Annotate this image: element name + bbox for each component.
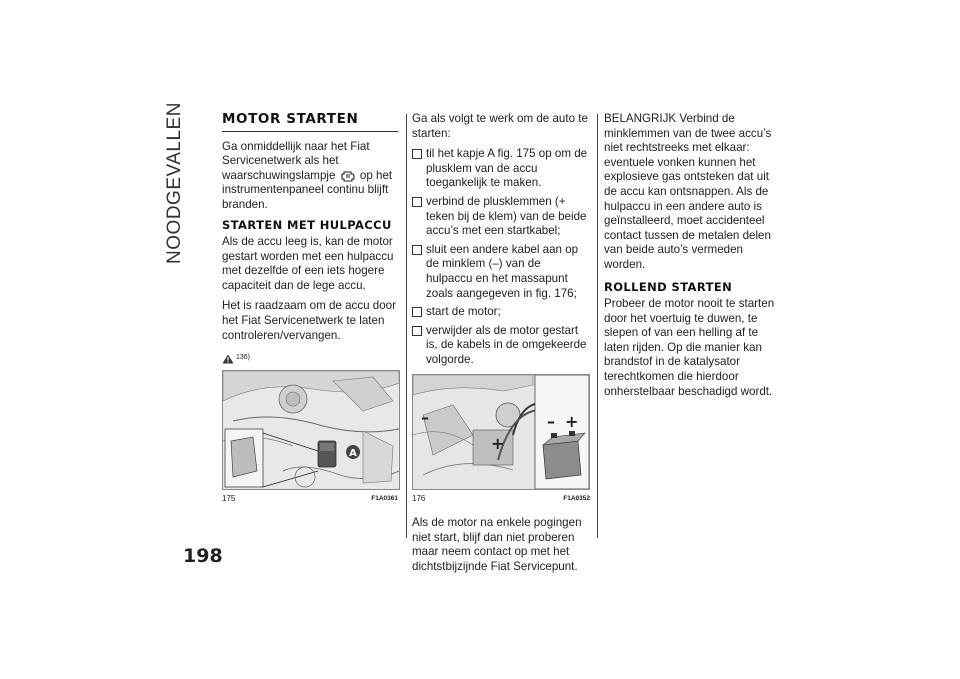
figure-caption xyxy=(222,492,398,507)
figure-code: F1A0352 xyxy=(563,494,590,502)
paragraph: Probeer de motor nooit te starten door het voertuig te duwen, te slepen of van een helling af te laten rijden. Op die manier kan brandstof in de katalysator terechtkomen die hierdoor onherstelbaar beschadigd wordt. xyxy=(604,297,775,398)
figure-caption xyxy=(412,492,590,507)
paragraph: Het is raadzaam om de accu door het Fiat Servicenetwerk te laten controleren/vervangen. xyxy=(222,299,396,342)
list-item xyxy=(412,195,590,239)
figure-number: 176 xyxy=(412,493,426,503)
figure-code: F1A0361 xyxy=(371,494,398,502)
bullet-box-icon xyxy=(412,307,422,317)
section-title: MOTOR STARTEN xyxy=(222,112,398,132)
column-divider xyxy=(597,114,598,538)
bullet-box-icon xyxy=(412,245,422,255)
section-label xyxy=(160,102,190,264)
warning-triangle-icon xyxy=(222,354,234,364)
step-text: verbind de plusklemmen (+ teken bij de klem) van de beide accu’s met een startkabel; xyxy=(426,194,587,238)
section-label-text: NOODGEVALLEN xyxy=(164,102,185,264)
plus-sign-icon: + xyxy=(491,433,505,453)
bullet-box-icon xyxy=(412,326,422,336)
minus-sign-icon: – xyxy=(421,407,429,427)
intro-text-cont: op het instrumentenpaneel continu blijft branden. xyxy=(222,168,393,211)
column-3 xyxy=(604,112,782,405)
engine-bay-illustration xyxy=(223,371,399,489)
closing-paragraph: Als de motor na enkele pogingen niet start, blijf dan niet proberen maar neem contact op met het dichtstbijzijnde Fiat Servicepunt. xyxy=(412,516,582,573)
figure-176 xyxy=(412,374,590,490)
important-note: BELANGRIJK Verbind de minklemmen van de twee accu’s niet rechtstreeks met elkaar: eventuele vonken kunnen het explosieve gas ontsteken dat uit de accu kan ontsnappen. Als de hulpaccu in een andere auto is geïnstalleerd, moet accidenteel contact tussen de metalen delen van beide auto’s vermeden worden. xyxy=(604,112,772,271)
subsection-title: ROLLEND STARTEN xyxy=(604,279,733,294)
list-item xyxy=(412,324,590,368)
list-item xyxy=(412,243,590,301)
column-2 xyxy=(412,112,590,580)
step-text: start de motor; xyxy=(426,305,501,319)
procedure-intro: Ga als volgt te werk om de auto te starten: xyxy=(412,112,588,140)
warning-reference-text: 136) xyxy=(236,354,251,362)
intro-text: Ga onmiddellijk naar het Fiat Servicenetwerk als het waarschuwingslampje xyxy=(222,139,370,182)
figure-number: 175 xyxy=(222,493,236,503)
step-text: sluit een andere kabel aan op de minklem (–) van de hulpaccu en het massapunt zoals aangegeven in fig. 176; xyxy=(426,242,579,300)
callout-a-label: A xyxy=(349,447,357,459)
engine-warning-lamp-icon xyxy=(340,170,356,182)
list-item xyxy=(412,305,590,320)
subsection-title: STARTEN MET HULPACCU xyxy=(222,217,392,232)
step-text: til het kapje A fig. 175 op om de plusklem van de accu toegankelijk te maken. xyxy=(426,147,588,190)
list-item xyxy=(412,147,590,191)
minus-sign-icon: – xyxy=(547,411,555,431)
plus-sign-icon: + xyxy=(565,411,579,431)
bullet-box-icon xyxy=(412,197,422,207)
column-1 xyxy=(222,112,398,506)
jump-start-illustration xyxy=(413,375,589,489)
warning-reference xyxy=(222,351,398,366)
bullet-box-icon xyxy=(412,149,422,159)
intro-paragraph xyxy=(222,140,398,213)
procedure-steps xyxy=(412,147,590,367)
step-text: verwijder als de motor gestart is, de kabels in de omgekeerde volgorde. xyxy=(426,323,587,366)
figure-175 xyxy=(222,370,400,490)
paragraph: Als de accu leeg is, kan de motor gestart worden met een hulpaccu met dezelfde of een iets hogere capaciteit dan de lege accu. xyxy=(222,235,394,292)
column-divider xyxy=(406,114,407,538)
page-number: 198 xyxy=(183,545,223,567)
